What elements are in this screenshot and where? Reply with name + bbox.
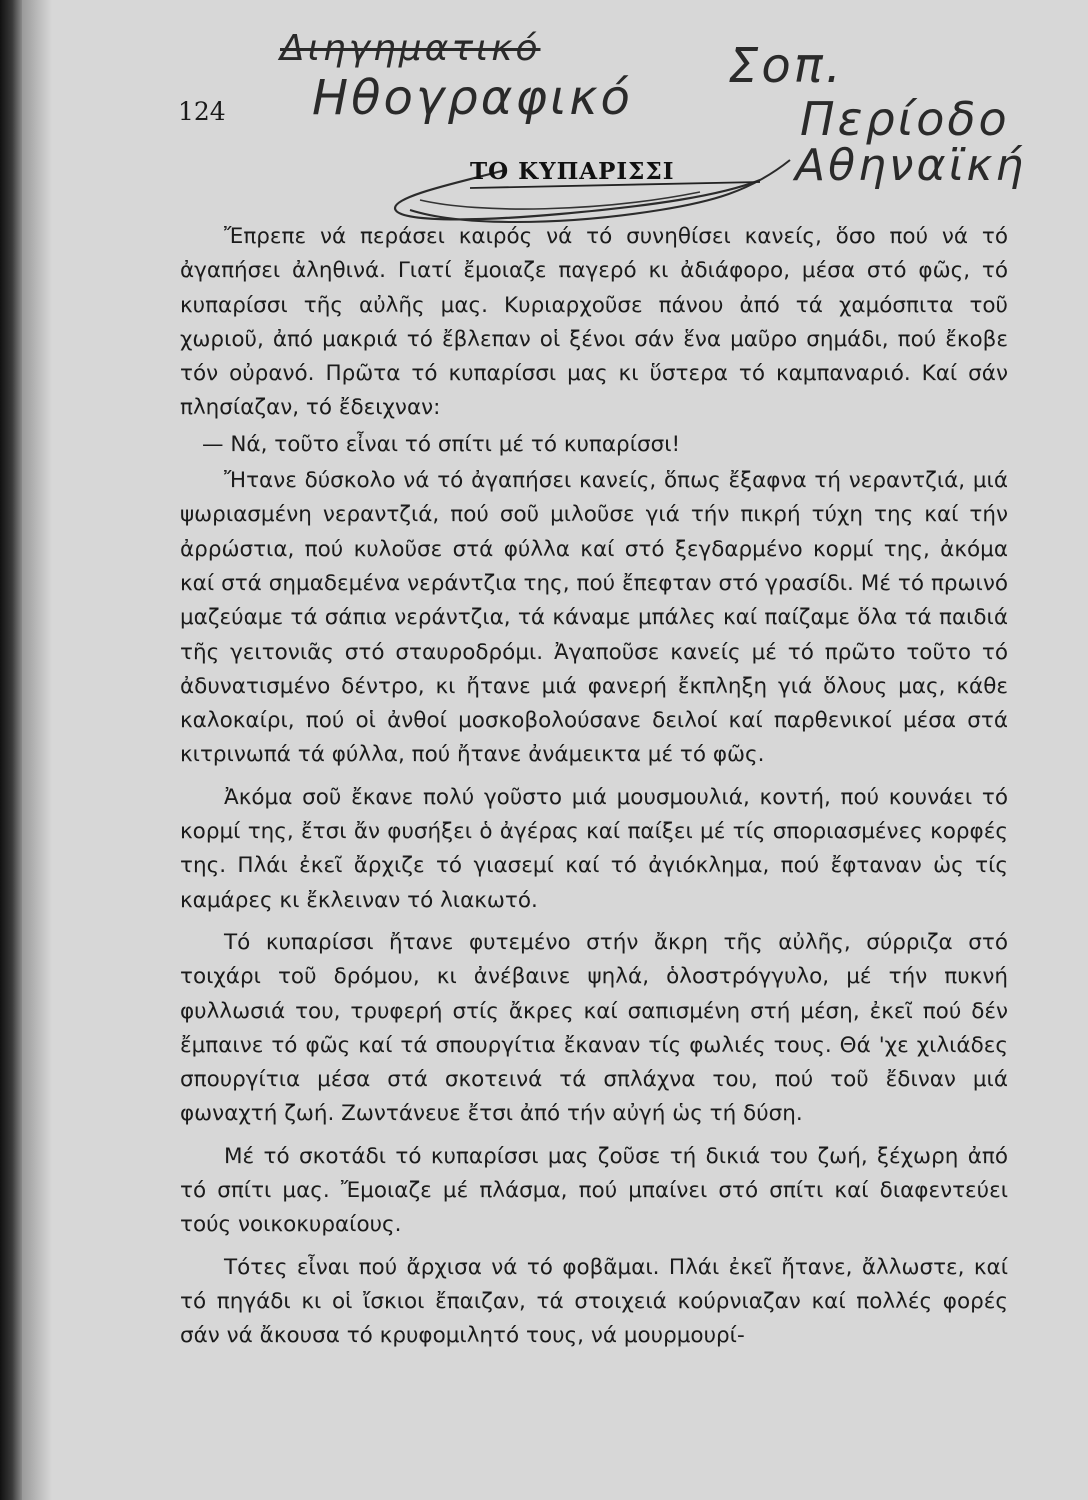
paragraph: Τότες εἶναι πού ἄρχισα νά τό φοβᾶμαι. Πλάι ἐκεῖ ἤτανε, ἄλλωστε, καί τό πηγάδι κι οἱ ἴσκιοι ἔπαιζαν, τά στοιχειά κούρνιαζαν καί πολλές φορές σάν νά ἄκουσα τό κρυφομιλητό τους, νά μουρμουρί-: [180, 1254, 1008, 1349]
body-text: [180, 220, 1008, 1356]
chapter-title: ΤΟ ΚΥΠΑΡΙΣΣΙ: [470, 158, 675, 185]
handwritten-note-athenian: Αθηναϊκή: [795, 140, 1027, 191]
paragraph: Ἤτανε δύσκολο νά τό ἀγαπήσει κανείς, ὅπως ἔξαφνα τή νεραντζιά, μιά ψωριασμένη νεραντζιά, πού σοῦ μιλοῦσε γιά τήν πικρή τύχη της καί τήν ἀρρώστια, πού κυλοῦσε στά φύλλα καί στό ξεγδαρμένο κορμί της, ἀκόμα καί στά σημαδεμένα νεράντζια της, πού ἔπεφταν στό γρασίδι. Μέ τό πρωινό μαζεύαμε τά σάπια νεράντζια, τά κάναμε μπάλες καί παίζαμε ὅλα τά παιδιά τῆς γειτονιᾶς στό σταυροδρόμι. Ἀγαποῦσε κανείς μέ τό πρῶτο τοῦτο τό ἀδυνατισμένο δέντρο, κι ἤτανε μιά φανερή ἔκπληξη γιά ὅλους μας, κάθε καλοκαίρι, πού οἱ ἀνθοί μοσκοβολούσανε δειλοί καί παρθενικοί μέσα στά κιτρινωπά τά φύλλα, πού ἤτανε ἀνάμεικτα μέ τό φῶς.: [180, 468, 1008, 768]
paragraph: Ἀκόμα σοῦ ἔκανε πολύ γοῦστο μιά μουσμουλιά, κοντή, πού κουνάει τό κορμί της, ἔτσι ἄν φυσήξει ὁ ἀγέρας καί παίξει μέ τίς σποριασμένες κορφές της. Πλάι ἐκεῖ ἄρχιζε τό γιασεμί καί τό ἀγιόκλημα, πού ἔφταναν ὡς τίς καμάρες κι ἔκλειναν τό λιακωτό.: [180, 784, 1008, 913]
handwritten-note-genre: Ηθογραφικό: [312, 70, 633, 126]
dialogue-line: — Νά, τοῦτο εἶναι τό σπίτι μέ τό κυπαρίσσι!: [202, 431, 681, 457]
book-spine-shadow: [0, 0, 22, 1500]
paragraph: Τό κυπαρίσσι ἤτανε φυτεμένο στήν ἄκρη τῆς αὐλῆς, σύρριζα στό τοιχάρι τοῦ δρόμου, κι ἀνέβαινε ψηλά, ὁλοστρόγγυλο, μέ τήν πυκνή φυλλωσιά του, τρυφερή στίς ἄκρες καί σαπισμένη στή μέση, ἐκεῖ πού δέν ἔμπαινε τό φῶς καί τά σπουργίτια ἔκαναν τίς φωλιές τους. Θά 'χε χιλιάδες σπουργίτια μέσα στά σκοτεινά τά σπλάχνα του, πού τοῦ ἔδιναν μιά φωναχτή ζωή. Ζωντάνευε ἔτσι ἀπό τήν αὐγή ὡς τή δύση.: [180, 929, 1008, 1127]
handwritten-note-period: Περίοδο: [800, 92, 1010, 146]
handwritten-note-abbrev: Σοπ.: [728, 38, 844, 94]
paragraph: Μέ τό σκοτάδι τό κυπαρίσσι μας ζοῦσε τή δικιά του ζωή, ξέχωρη ἀπό τό σπίτι μας. Ἔμοιαζε μέ πλάσμα, πού μπαίνει στό σπίτι καί διαφεντεύει τούς νοικοκυραίους.: [180, 1143, 1008, 1238]
page-gutter-shadow: [22, 0, 52, 1500]
page-number: 124: [178, 97, 226, 126]
paragraph: Ἔπρεπε νά περάσει καιρός νά τό συνηθίσει κανείς, ὅσο πού νά τό ἀγαπήσει ἀληθινά. Γιατί ἔμοιαζε παγερό κι ἀδιάφορο, μέσα στό φῶς, τό κυπαρίσσι τῆς αὐλῆς μας. Κυριαρχοῦσε πάνου ἀπό τά χαμόσπιτα τοῦ χωριοῦ, ἀπό μακριά τό ἔβλεπαν οἱ ξένοι σάν ἕνα μαῦρο σημάδι, πού ἔκοβε τόν οὐρανό. Πρῶτα τό κυπαρίσσι μας κι ὕστερα τό καμπαναριό. Καί σάν πλησίαζαν, τό ἔδειχναν:: [180, 224, 1008, 421]
handwritten-struck-note: Διηγηματικό: [280, 28, 541, 69]
